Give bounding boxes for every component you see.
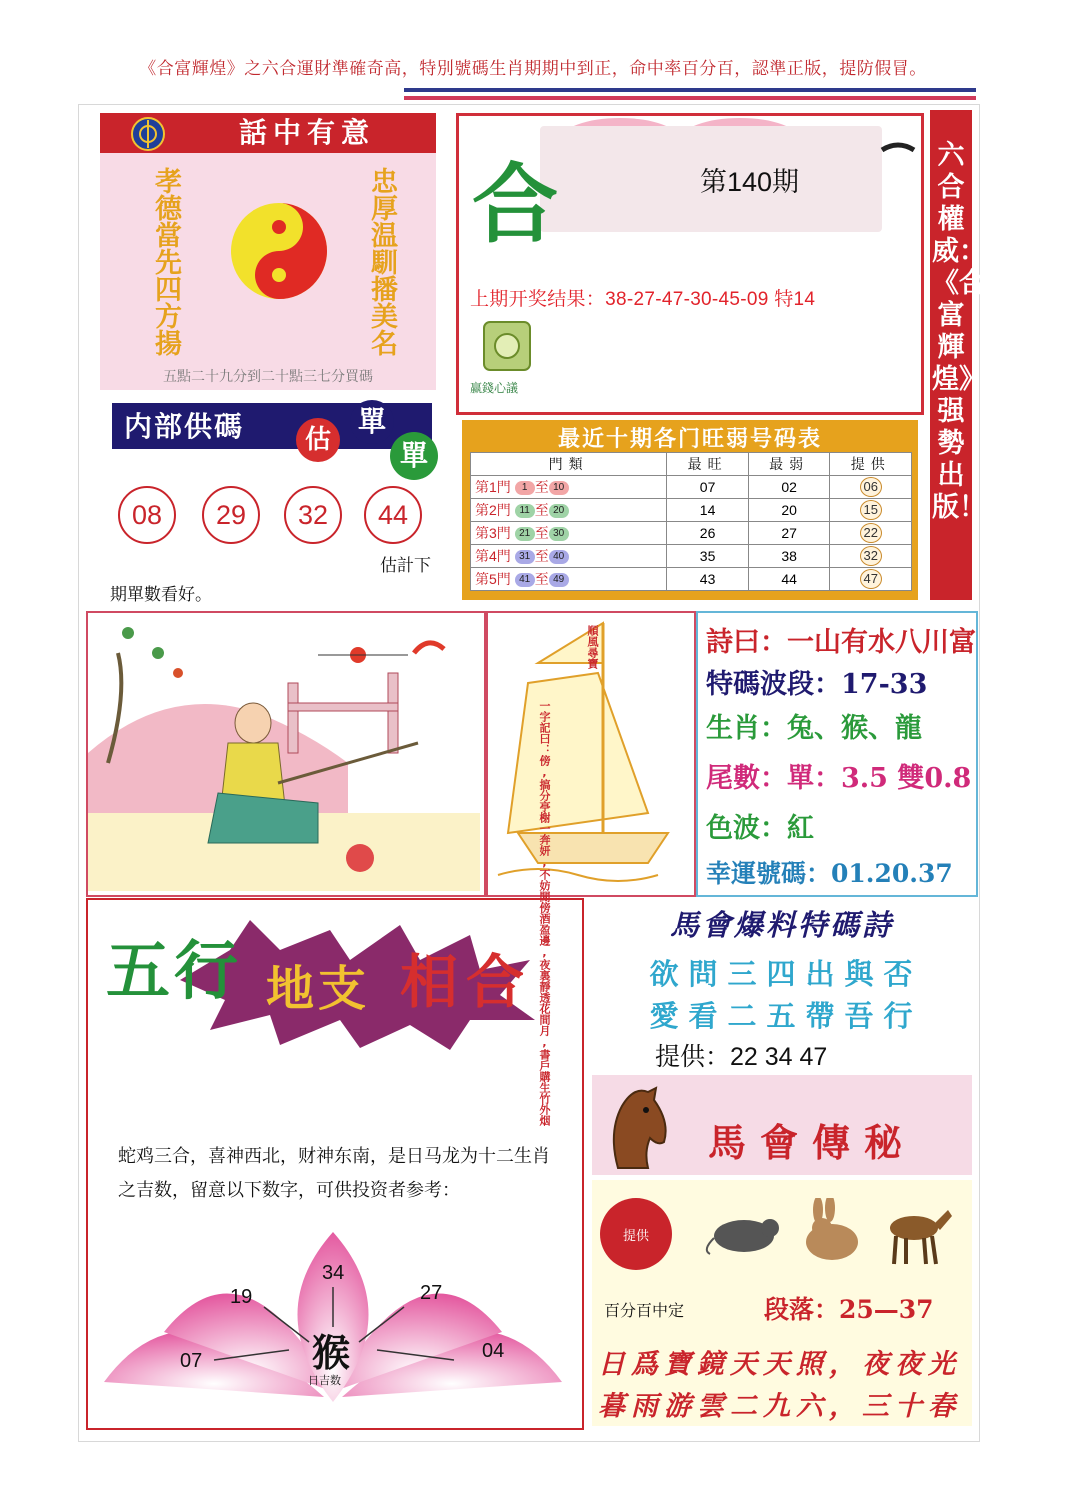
door-cell [471,545,667,568]
club-bottom-poem1: 日爲寶鏡天天照，夜夜光 [598,1349,961,1380]
header-stripe-blue [404,88,976,92]
buy-time-caption: 五點二十九分到二十點三七分買碼 [163,369,373,385]
old-woman-fishing-illustration [88,613,480,891]
five-elements-text: 蛇鸡三合，喜神西北，财神东南，是日马龙为十二生肖之吉数，留意以下数字，可供投资者参考： [118,1146,550,1201]
lotus-number: 19 [230,1286,253,1308]
tip-poem-value: 一山有水八川富 [787,627,976,658]
range-to-chip: 40 [549,550,569,564]
club-poem-line2: 愛看二五帶吾行 [649,999,923,1033]
table-row [471,545,912,568]
tip-tail [706,756,971,795]
door-label: 第2門 [475,502,511,518]
provide-cell [830,568,912,591]
lotus-number: 07 [180,1350,203,1372]
tip-poem-label: 詩曰： [706,627,787,658]
provide-cell [830,522,912,545]
strong-cell: 14 [667,499,749,522]
tip-tail-label: 尾數： [706,763,787,794]
estimate-badge: 估 [296,418,340,462]
strong-cell: 35 [667,545,749,568]
range-from-chip: 41 [515,573,535,587]
range-to-label: 至 [534,479,549,495]
meaning-title: 話中有意 [238,116,375,149]
weak-cell: 44 [748,568,830,591]
club-poem-line1: 欲問三四出與否 [649,957,923,991]
strength-table [470,452,912,591]
table-row [471,476,912,499]
five-elements-title-b: 地支 [266,961,371,1017]
last-result-label: 上期开奖结果： [470,289,606,310]
range-to-chip: 20 [549,504,569,518]
provide-cell [830,476,912,499]
provide-number: 15 [860,500,882,520]
supply-note-b: 期單數看好。 [110,585,212,605]
tip-lucky [706,854,953,890]
table-header-row [471,453,912,476]
range-from-chip: 1 [515,481,535,495]
tip-wave [706,662,927,701]
range-to-label: 至 [534,571,549,587]
rat-icon [702,1210,786,1256]
tip-zodiac-label: 生肖： [706,713,787,744]
lotus-center-zodiac: 猴 [312,1330,351,1375]
five-elements-title-c: 相合 [400,948,533,1016]
tip-zodiac [706,706,922,745]
ship-title: 順風尋寶 [586,625,599,669]
tip-color-label: 色波： [706,813,787,844]
tip-wave-value: 17-33 [841,669,928,700]
supply-number: 32 [284,486,342,544]
header-door: 門類 [471,453,667,476]
seal-text: 提供 [622,1229,649,1244]
header-strong: 最旺 [667,453,749,476]
horse-club-title: 馬會爆料特碼詩 [669,908,894,942]
range-to-label: 至 [534,525,549,541]
weak-cell: 27 [748,522,830,545]
right-verse: 忠厚温馴播美名 [366,167,397,356]
yin-yang-icon [229,201,329,301]
club-bottom-poem2: 暮雨游雲二九六，三十春 [598,1391,961,1422]
single-badge: 單 [350,400,394,444]
header-weak: 最弱 [748,453,830,476]
weak-cell: 38 [748,545,830,568]
lotus-center-caption: 日吉数 [308,1374,341,1387]
range-to-label: 至 [534,502,549,518]
door-label: 第1門 [475,479,511,495]
provide-number: 06 [860,477,882,497]
tip-color [706,806,814,845]
door-cell [471,499,667,522]
left-verse: 孝德當先四方揚 [150,167,181,356]
tip-tail-value: 單：3.5 雙0.8 [787,763,972,794]
issue-caption: 赢錢心議 [470,381,519,395]
door-cell [471,522,667,545]
horse-icon [878,1202,956,1266]
header-provide: 提供 [830,453,912,476]
provide-cell [830,499,912,522]
side-banner-text: 六合權威：《合富輝煌》强勢出版！ [932,140,986,523]
emblem-icon [130,116,166,152]
range-to-chip: 30 [549,527,569,541]
issue-number: 第140期 [700,167,800,197]
provide-number: 47 [860,569,882,589]
range-to-chip: 10 [549,481,569,495]
provide-number: 32 [860,546,882,566]
tip-color-value: 紅 [787,813,814,844]
weak-cell: 02 [748,476,830,499]
tip-lucky-value: 01.20.37 [831,859,953,888]
door-label: 第5門 [475,571,511,587]
segment-range: 段落：25—37 [764,1295,934,1324]
single-badge-green: 單 [390,432,438,480]
last-result [470,284,815,311]
club-provide: 提供：22 34 47 [655,1043,828,1071]
range-from-chip: 11 [515,504,535,518]
corner-decoration [880,140,916,160]
range-from-chip: 21 [515,527,535,541]
lotus-number: 27 [420,1282,443,1304]
door-cell [471,568,667,591]
last-result-numbers: 38-27-47-30-45-09 特14 [605,289,816,310]
supply-number: 08 [118,486,176,544]
table-title: 最近十期各门旺弱号码表 [557,426,822,452]
weak-cell: 20 [748,499,830,522]
tip-poem [706,620,976,659]
header-stripe-red [404,96,976,100]
strong-cell: 26 [667,522,749,545]
table-row [471,568,912,591]
tip-zodiac-value: 兔、猴、龍 [787,713,922,744]
logo-mark: 合 [472,154,558,255]
table-row [471,522,912,545]
supply-number: 44 [364,486,422,544]
range-from-chip: 31 [515,550,535,564]
rabbit-icon [796,1198,866,1264]
strong-cell: 43 [667,568,749,591]
percent-guarantee: 百分百中定 [604,1301,685,1320]
money-bag-icon [482,318,534,374]
five-elements-title-a: 五行 [106,934,242,1009]
door-label: 第3門 [475,525,511,541]
secret-title: 馬會傳秘 [708,1120,917,1165]
tip-wave-label: 特碼波段： [706,669,841,700]
supply-number: 29 [202,486,260,544]
strong-cell: 07 [667,476,749,499]
ship-poem: 一字記曰：傍,搞分亭榭一奔妍,不妨閒傍酒盈邊,夜裏靜透花間月,書戶購生竹外烟 [538,700,551,1126]
door-label: 第4門 [475,548,511,564]
top-notice: 《合富輝煌》之六合運財準確奇高，特別號碼生肖期期中到正，命中率百分百，認準正版，提防假冒。 [139,59,927,79]
range-to-label: 至 [534,548,549,564]
lotus-number: 04 [482,1340,505,1362]
supply-note-a: 估計下 [380,556,431,576]
provide-cell [830,545,912,568]
lotus-number: 34 [322,1262,345,1284]
range-to-chip: 49 [549,573,569,587]
supply-title: 内部供碼 [124,410,245,443]
table-row [471,499,912,522]
provide-number: 22 [860,523,882,543]
door-cell [471,476,667,499]
horse-head-icon [598,1082,674,1170]
tip-lucky-label: 幸運號碼： [706,859,832,888]
